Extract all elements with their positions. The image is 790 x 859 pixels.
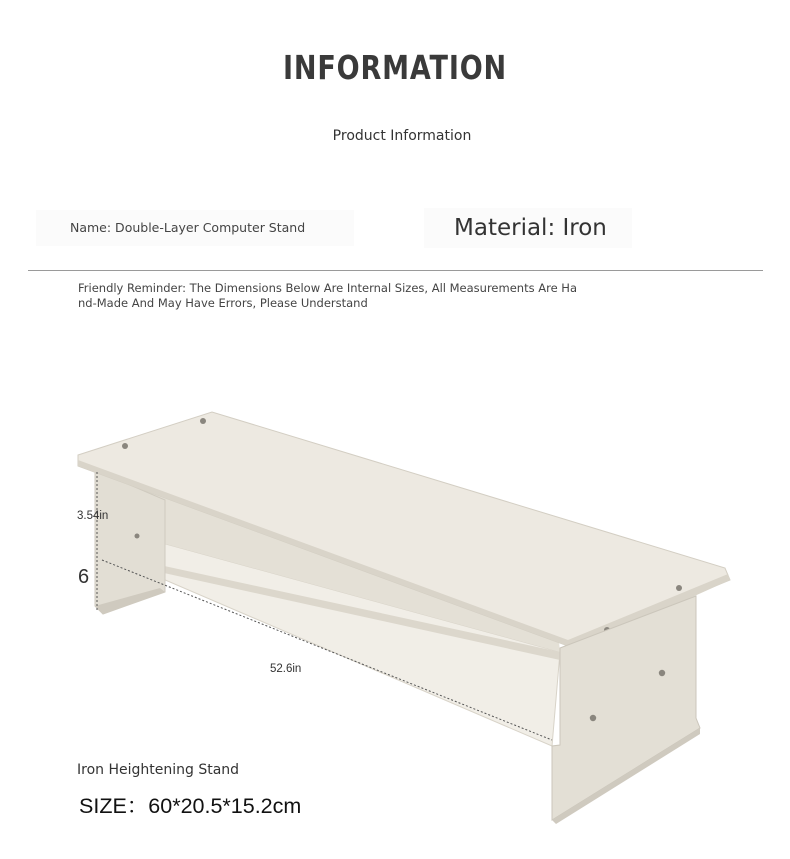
divider (28, 270, 763, 271)
product-caption: Iron Heightening Stand (77, 762, 240, 778)
page-title: INFORMATION (282, 48, 508, 87)
friendly-reminder: Friendly Reminder: The Dimensions Below Are Internal Sizes, All Measurements Are Hand-Made And May Have Errors, Please Understand (78, 281, 577, 310)
product-size: SIZE：60*20.5*15.2cm (79, 794, 302, 818)
width-label: 52.6in (270, 663, 302, 675)
section-subtitle: Product Information (332, 128, 472, 144)
product-material: Material: Iron (424, 208, 632, 248)
lower-height-label: 6 (78, 566, 90, 588)
product-image (0, 380, 790, 850)
product-name: Name: Double-Layer Computer Stand (36, 210, 354, 246)
height-label: 3.54in (77, 510, 109, 522)
